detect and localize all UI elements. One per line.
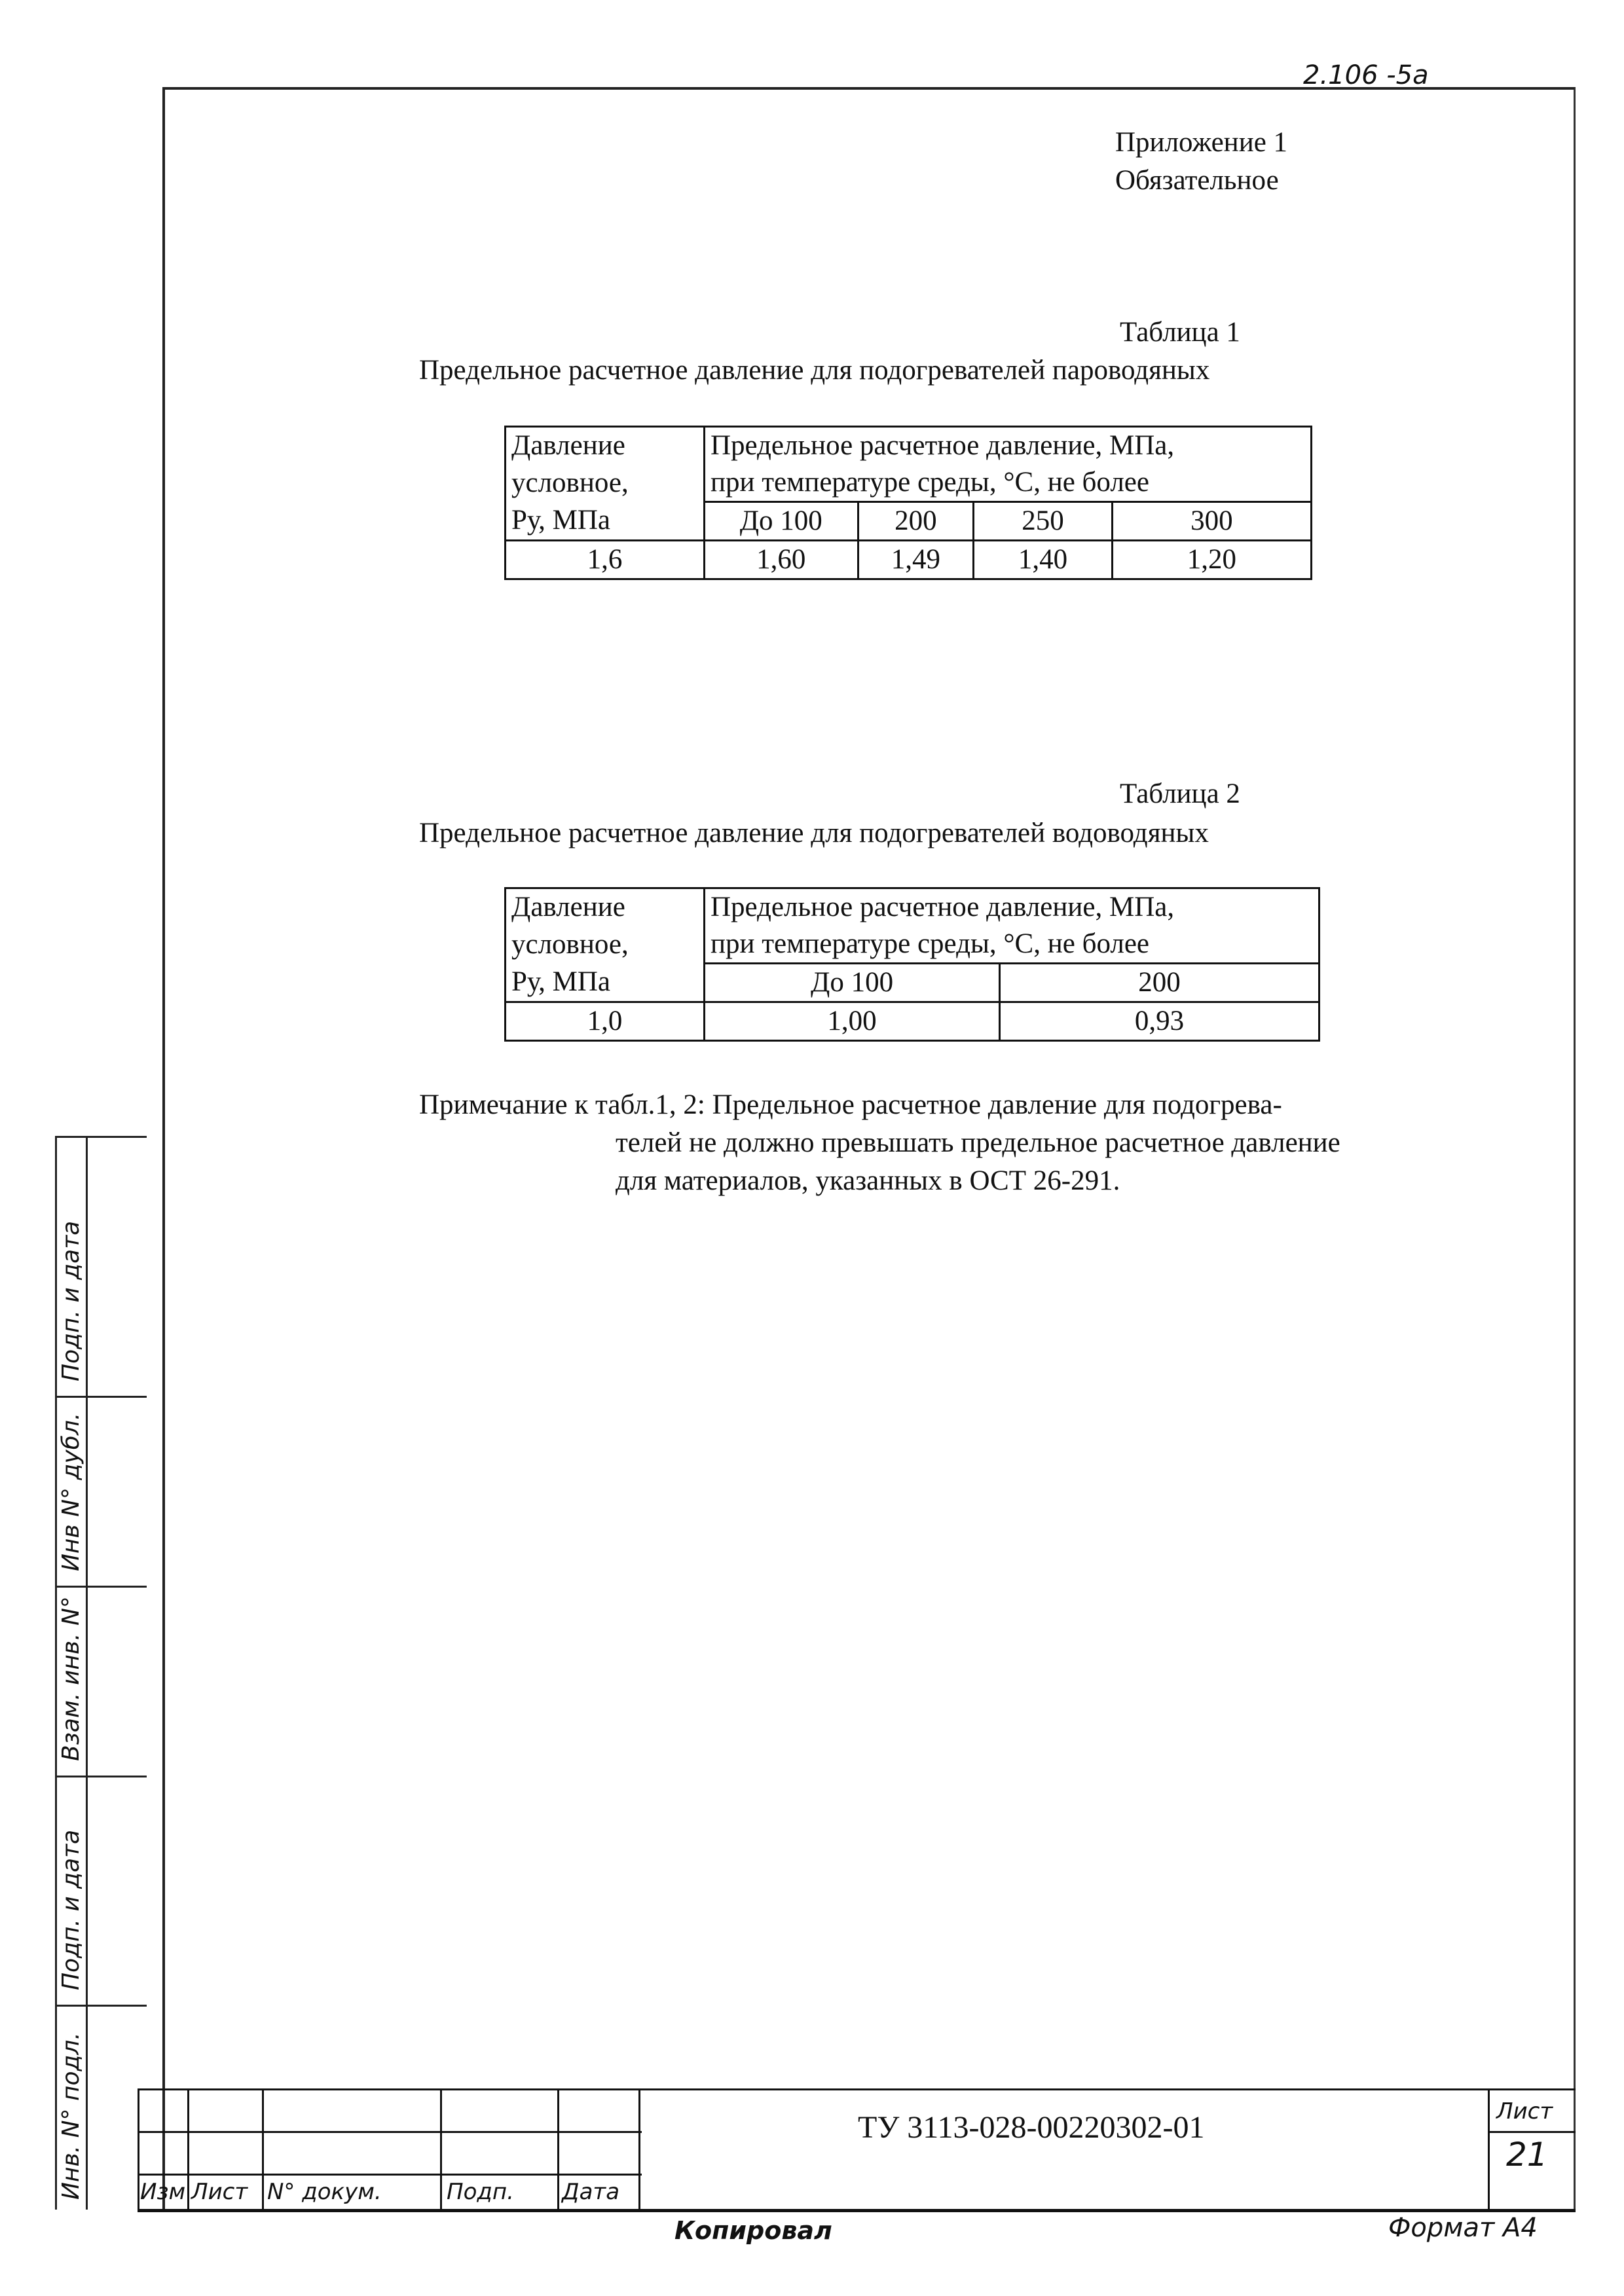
table1-cell: 1,49 (858, 541, 974, 579)
title-block-vline (638, 2088, 640, 2209)
title-block-vline (1488, 2088, 1490, 2209)
title-block-row-line (138, 2131, 642, 2133)
note-line-2: телей не должно превышать предельное расчетное давление (616, 1127, 1340, 1158)
table1-caption: Таблица 1 (1120, 317, 1240, 348)
footer-copied: Копировал (674, 2216, 832, 2245)
table1-head-left-1: Давление (506, 427, 705, 465)
table1-temp: 300 (1112, 502, 1311, 541)
table2-head-left-2: условное, (506, 926, 705, 964)
side-label-dup-inv: Инв N° дубл. (58, 1412, 84, 1571)
title-block-vline (440, 2088, 442, 2209)
table1 (504, 426, 1312, 580)
title-block-vline (187, 2088, 189, 2209)
footer-format: Формат А4 (1388, 2213, 1538, 2243)
table2-head-right-1: Предельное расчетное давление, МПа, (704, 888, 1319, 926)
title-block-top-line (138, 2088, 1576, 2090)
title-block-row-line (138, 2174, 642, 2176)
table2-cell: 1,0 (506, 1002, 705, 1041)
table1-head-left-3: Ру, МПа (506, 502, 705, 541)
side-strip-divider (55, 1396, 147, 1398)
table2-cell: 1,00 (704, 1002, 999, 1041)
side-strip-divider (55, 2005, 147, 2007)
frame-bottom-line (138, 2209, 1576, 2212)
table1-cell: 1,40 (974, 541, 1113, 579)
table1-head-right-2: при температуре среды, °С, не более (704, 464, 1311, 502)
table1-temp: 250 (974, 502, 1113, 541)
col-label-change: Изм (140, 2179, 186, 2205)
table2-temp: 200 (1000, 964, 1320, 1002)
side-label-replace-inv: Взам. инв. N° (58, 1596, 84, 1761)
side-label-orig-inv: Инв. N° подл. (58, 2032, 84, 2200)
col-label-doc-number: N° докум. (267, 2179, 382, 2205)
title-block-vline (262, 2088, 264, 2209)
table2-head-left-3: Ру, МПа (506, 964, 705, 1002)
table1-head-left-2: условное, (506, 464, 705, 502)
table2-title: Предельное расчетное давление для подогревателей водоводяных (419, 818, 1209, 848)
side-strip-divider-vertical (86, 1136, 88, 2210)
side-label-sign-date-2: Подп. и дата (58, 1829, 84, 1990)
col-label-date: Дата (562, 2179, 620, 2205)
side-strip-divider (55, 1776, 147, 1777)
note-line-1: Примечание к табл.1, 2: Предельное расчетное давление для подогрева- (419, 1089, 1282, 1120)
appendix-mandatory: Обязательное (1115, 165, 1279, 196)
table1-temp: До 100 (704, 502, 858, 541)
table2-head-left-1: Давление (506, 888, 705, 926)
title-block-vline (557, 2088, 559, 2209)
table2-cell: 0,93 (1000, 1002, 1320, 1041)
table1-cell: 1,6 (506, 541, 705, 579)
table1-temp: 200 (858, 502, 974, 541)
title-block-vline (138, 2088, 139, 2209)
table2-head-right-2: при температуре среды, °С, не более (704, 926, 1319, 964)
sheet-label: Лист (1496, 2098, 1553, 2124)
table1-cell: 1,20 (1112, 541, 1311, 579)
table2 (504, 887, 1320, 1042)
col-label-signature: Подп. (447, 2179, 514, 2205)
document-reference: 2.106 -5а (1303, 60, 1429, 90)
note-line-3: для материалов, указанных в ОСТ 26-291. (616, 1165, 1120, 1196)
table1-title: Предельное расчетное давление для подогревателей пароводяных (419, 355, 1210, 386)
table1-head-right-1: Предельное расчетное давление, МПа, (704, 427, 1311, 465)
appendix-label: Приложение 1 (1115, 127, 1288, 158)
side-strip-divider (55, 1586, 147, 1588)
sheet-number: 21 (1506, 2136, 1548, 2174)
table1-cell: 1,60 (704, 541, 858, 579)
table2-caption: Таблица 2 (1120, 778, 1240, 809)
col-label-sheet: Лист (191, 2179, 248, 2205)
table2-temp: До 100 (704, 964, 999, 1002)
side-label-sign-date: Подп. и дата (58, 1220, 84, 1381)
sheet-cell-line (1488, 2131, 1576, 2133)
document-code: ТУ 3113-028-00220302-01 (858, 2110, 1205, 2145)
